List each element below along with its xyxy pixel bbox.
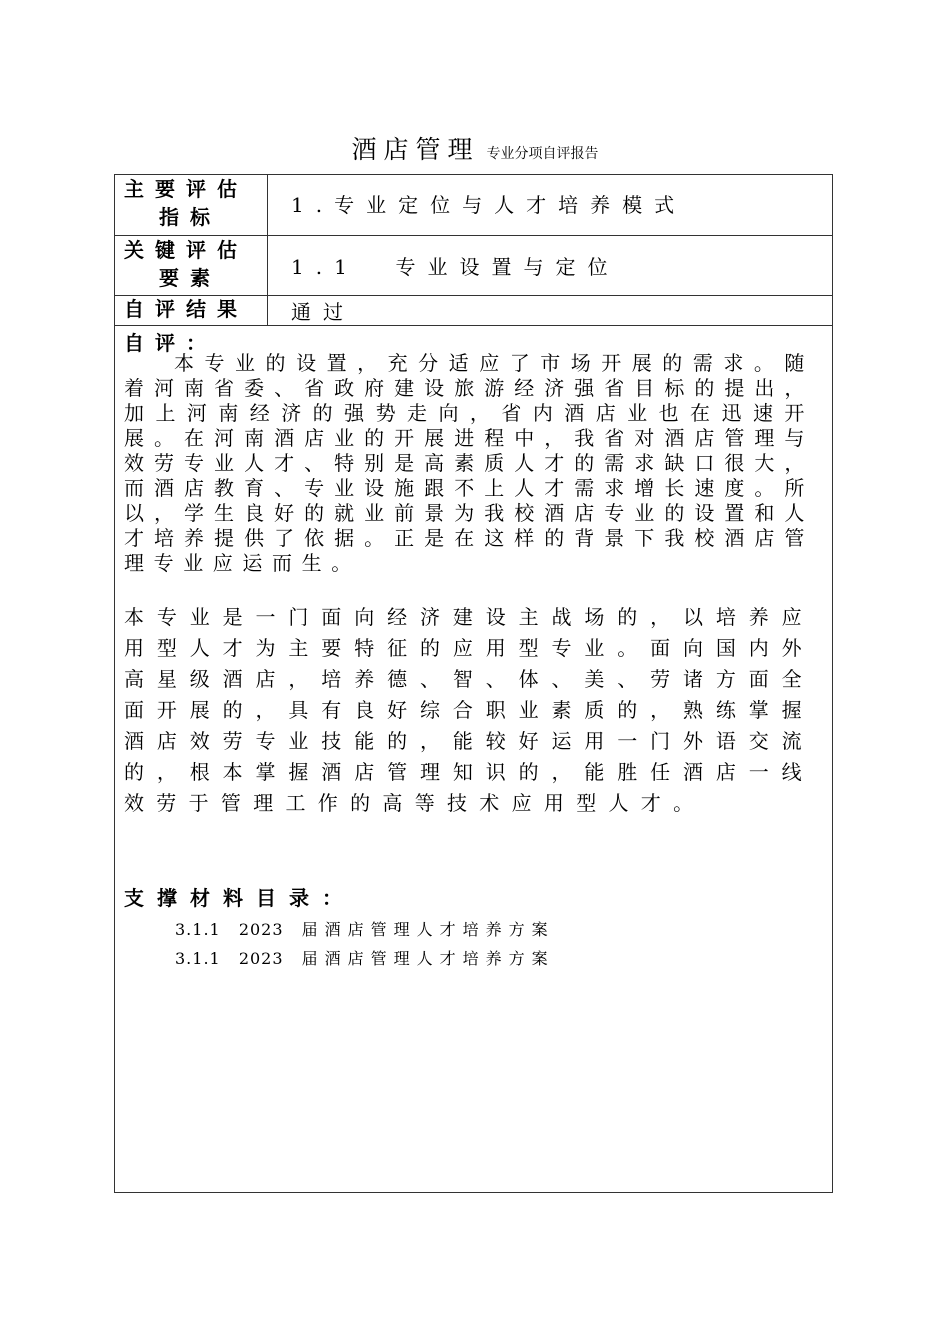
support-material-code: 3.1.1: [175, 920, 221, 939]
support-material-text: 届酒店管理人才培养方案: [301, 920, 555, 939]
main-indicator-label-line1: 主要评估: [124, 177, 248, 201]
row-key-element: [115, 236, 832, 296]
key-element-value: 1.1 专业设置与定位: [291, 255, 620, 279]
support-material-year: 2023: [238, 949, 284, 968]
support-material-item: [175, 917, 555, 940]
report-title: [0, 130, 950, 166]
report-title-main: 酒店管理: [351, 135, 480, 164]
report-form: [114, 174, 833, 1193]
support-material-year: 2023: [238, 920, 284, 939]
row-self-eval-result: [115, 296, 832, 326]
key-element-label-line1: 关键评估: [124, 238, 248, 262]
self-eval-result-value: 通过: [291, 300, 355, 324]
main-indicator-label-line2: 指标: [159, 205, 221, 229]
report-title-subtitle: 专业分项自评报告: [486, 146, 599, 162]
evaluation-paragraph-2: 本专业是一门面向经济建设主战场的，以培养应用型人才为主要特征的应用型专业。面向国内外高星级酒店，培养德、智、体、美、劳诸方面全面开展的，具有良好综合职业素质的，熟练掌握酒店效劳专业技能的，能较好运用一门外语交流的，根本掌握酒店管理知识的，能胜任酒店一线效劳于管理工作的高等技术应用型人才。: [124, 605, 814, 815]
support-materials-heading: 支撑材料目录：: [124, 886, 355, 910]
evaluation-paragraph-1: 本专业的设置，充分适应了市场开展的需求。随着河南省委、省政府建设旅游经济强省目标的提出，加上河南经济的强势走向，省内酒店业也在迅速开展。在河南酒店业的开展进程中，我省对酒店管理与效劳专业人才、特别是高素质人才的需求缺口很大，而酒店教育、专业设施跟不上人才需求增长速度。所以，学生良好的就业前景为我校酒店专业的设置和人才培养提供了依据。正是在这样的背景下我校酒店管理专业应运而生。: [124, 351, 814, 575]
evaluation-heading: 自评：: [124, 331, 217, 355]
support-material-text: 届酒店管理人才培养方案: [301, 949, 555, 968]
row-main-indicator: [115, 175, 832, 236]
self-eval-result-label-line1: 自评结果: [124, 297, 248, 321]
support-material-item: [175, 946, 555, 969]
key-element-label-line2: 要素: [159, 266, 221, 290]
support-material-code: 3.1.1: [175, 949, 221, 968]
main-indicator-value: 1.专业定位与人才培养模式: [291, 193, 687, 217]
